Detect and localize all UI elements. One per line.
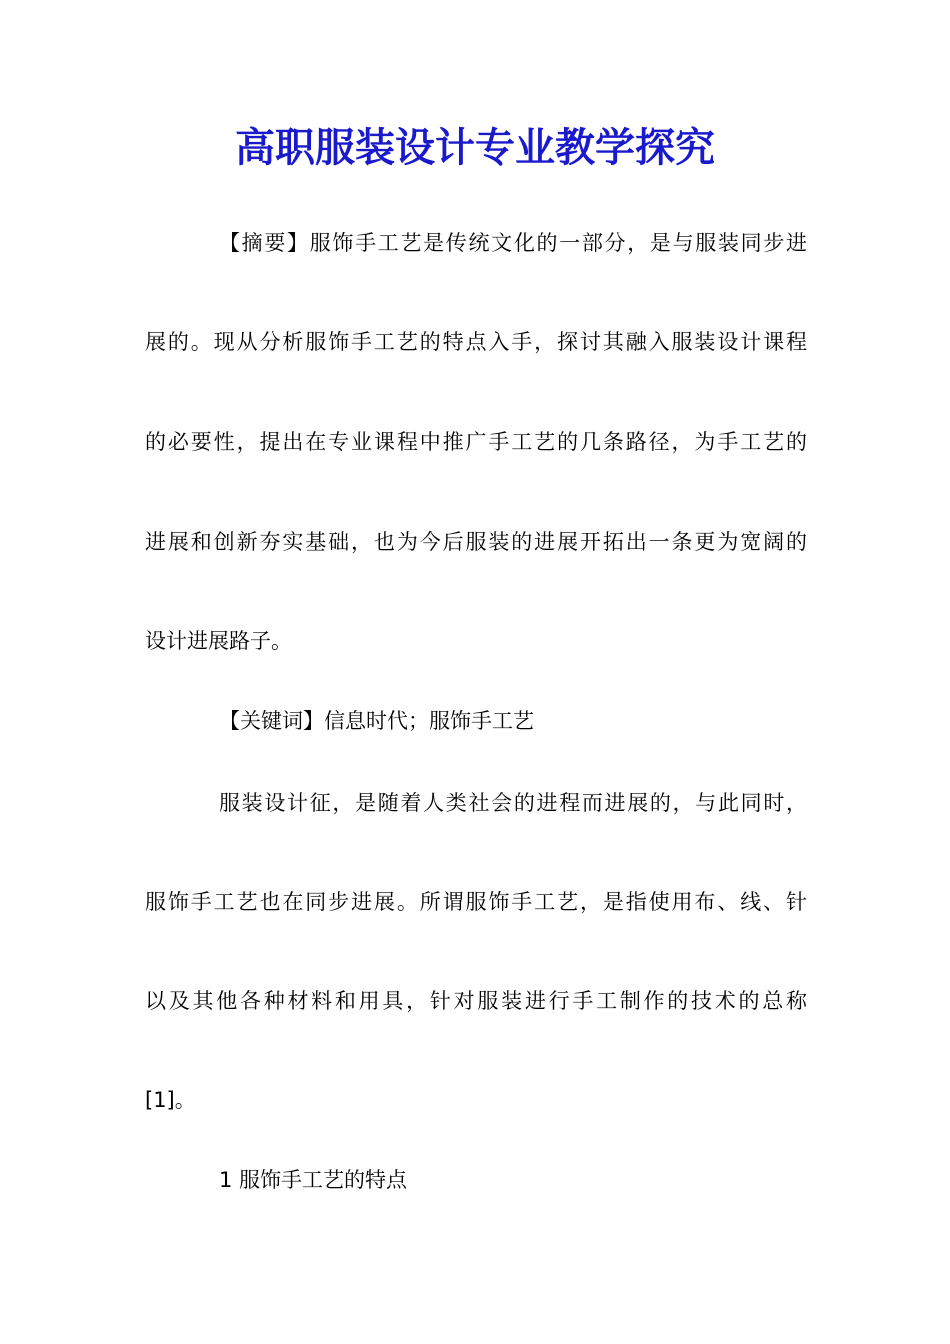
abstract-line-3: 的必要性，提出在专业课程中推广手工艺的几条路径，为手工艺的 [145,430,807,454]
keywords-line: 【关键词】信息时代；服饰手工艺 [219,709,534,733]
intro-line-4: [1]。 [145,1088,196,1112]
intro-line-1: 服装设计征，是随着人类社会的进程而进展的，与此同时， [219,791,807,815]
intro-line-2: 服饰手工艺也在同步进展。所谓服饰手工艺，是指使用布、线、针 [145,890,807,914]
abstract-line-4: 进展和创新夯实基础，也为今后服装的进展开拓出一条更为宽阔的 [145,530,807,554]
intro-line-3: 以及其他各种材料和用具，针对服装进行手工制作的技术的总称 [145,989,807,1013]
document-title: 高职服装设计专业教学探究 [235,124,715,171]
abstract-line-5: 设计进展路子。 [145,629,292,653]
abstract-line-1: 【摘要】服饰手工艺是传统文化的一部分，是与服装同步进 [219,231,807,255]
section-heading: 1 服饰手工艺的特点 [219,1168,408,1192]
abstract-line-2: 展的。现从分析服饰手工艺的特点入手，探讨其融入服装设计课程 [145,330,807,354]
